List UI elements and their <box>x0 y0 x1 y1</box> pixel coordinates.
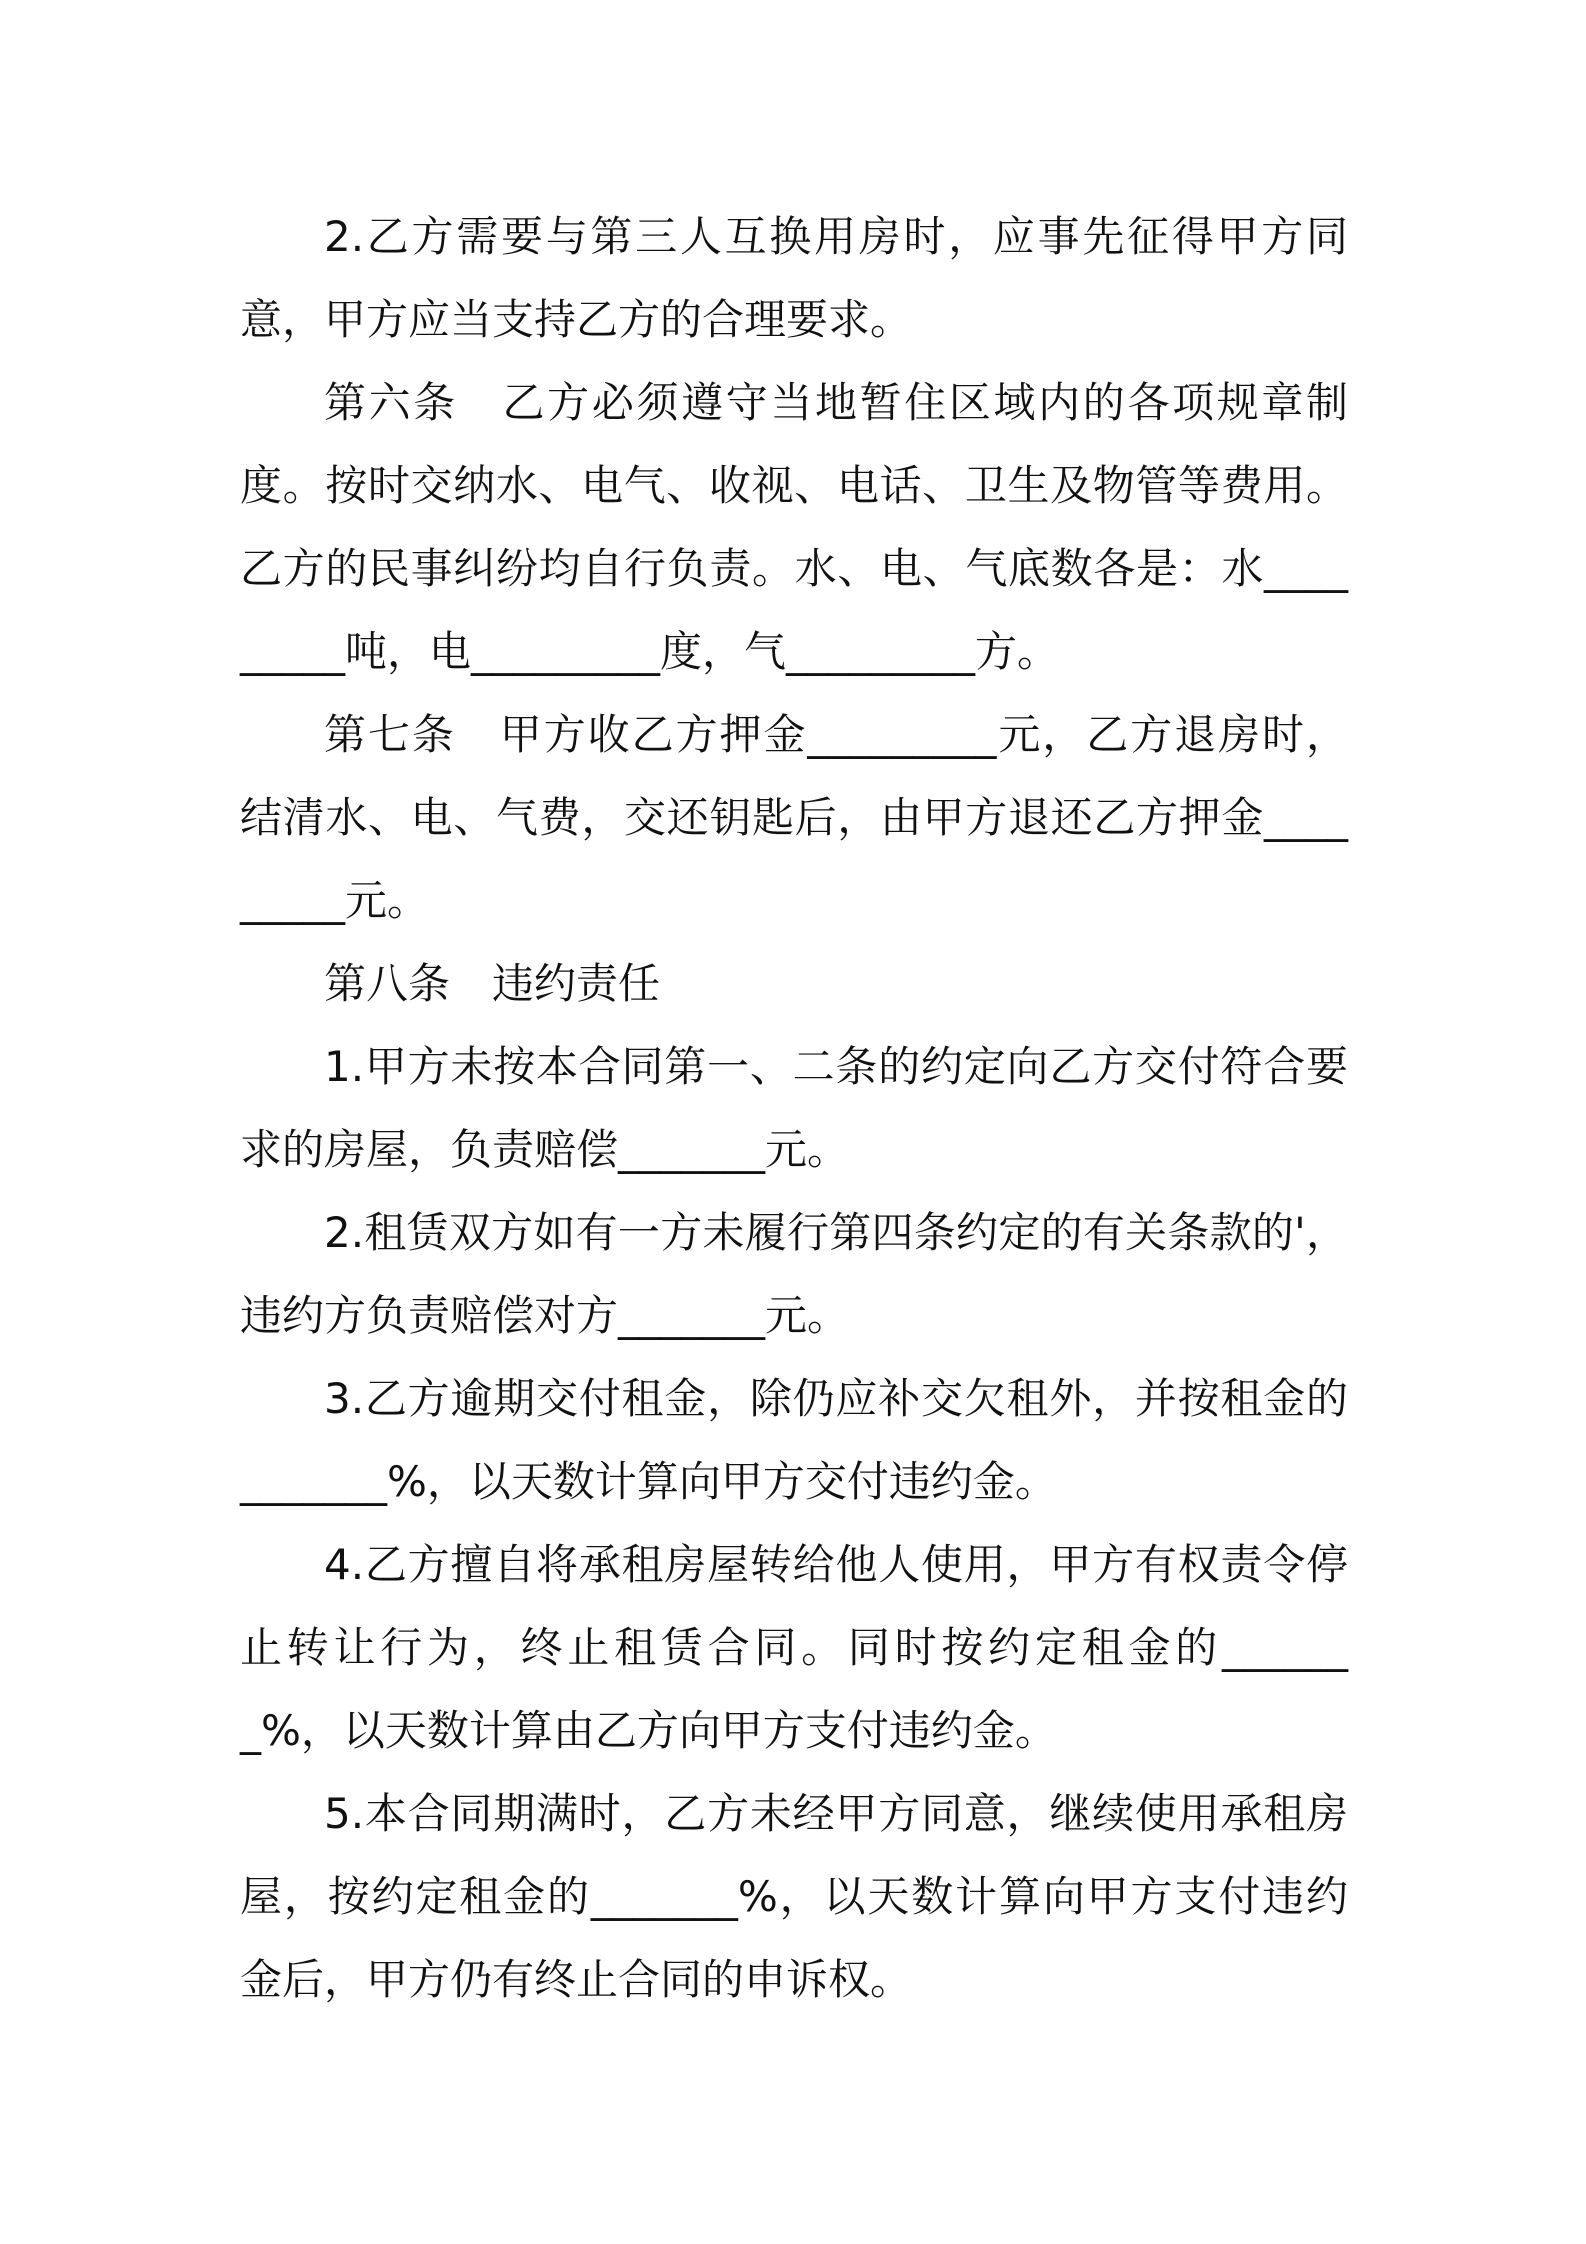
paragraph-breach-1: 1.甲方未按本合同第一、二条的约定向乙方交付符合要求的房屋，负责赔偿_______元。 <box>240 1042 1348 1174</box>
paragraph-article-6: 第六条 乙方必须遵守当地暂住区域内的各项规章制度。按时交纳水、电气、收视、电话、卫生及物管等费用。乙方的民事纠纷均自行负责。水、电、气底数各是：水_________吨，电_________度，气_________方。 <box>240 378 1348 676</box>
document-body <box>240 195 1348 2021</box>
paragraph-article-8-heading: 第八条 违约责任 <box>324 959 661 1008</box>
paragraph-breach-4: 4.乙方擅自将承租房屋转给他人使用，甲方有权责令停止转让行为，终止租赁合同。同时按约定租金的_______%，以天数计算由乙方向甲方支付违约金。 <box>240 1540 1348 1755</box>
paragraph-article-7: 第七条 甲方收乙方押金_________元，乙方退房时，结清水、电、气费，交还钥匙后，由甲方退还乙方押金_________元。 <box>240 710 1348 925</box>
paragraph-breach-3: 3.乙方逾期交付租金，除仍应补交欠租外，并按租金的_______%，以天数计算向甲方交付违约金。 <box>240 1374 1348 1506</box>
paragraph-breach-5: 5.本合同期满时，乙方未经甲方同意，继续使用承租房屋，按约定租金的_______%，以天数计算向甲方支付违约金后，甲方仍有终止合同的申诉权。 <box>240 1789 1348 2004</box>
paragraph-breach-2: 2.租赁双方如有一方未履行第四条约定的有关条款的'，违约方负责赔偿对方_______元。 <box>240 1208 1348 1340</box>
paragraph-exchange-housing: 2.乙方需要与第三人互换用房时，应事先征得甲方同意，甲方应当支持乙方的合理要求。 <box>240 212 1348 344</box>
